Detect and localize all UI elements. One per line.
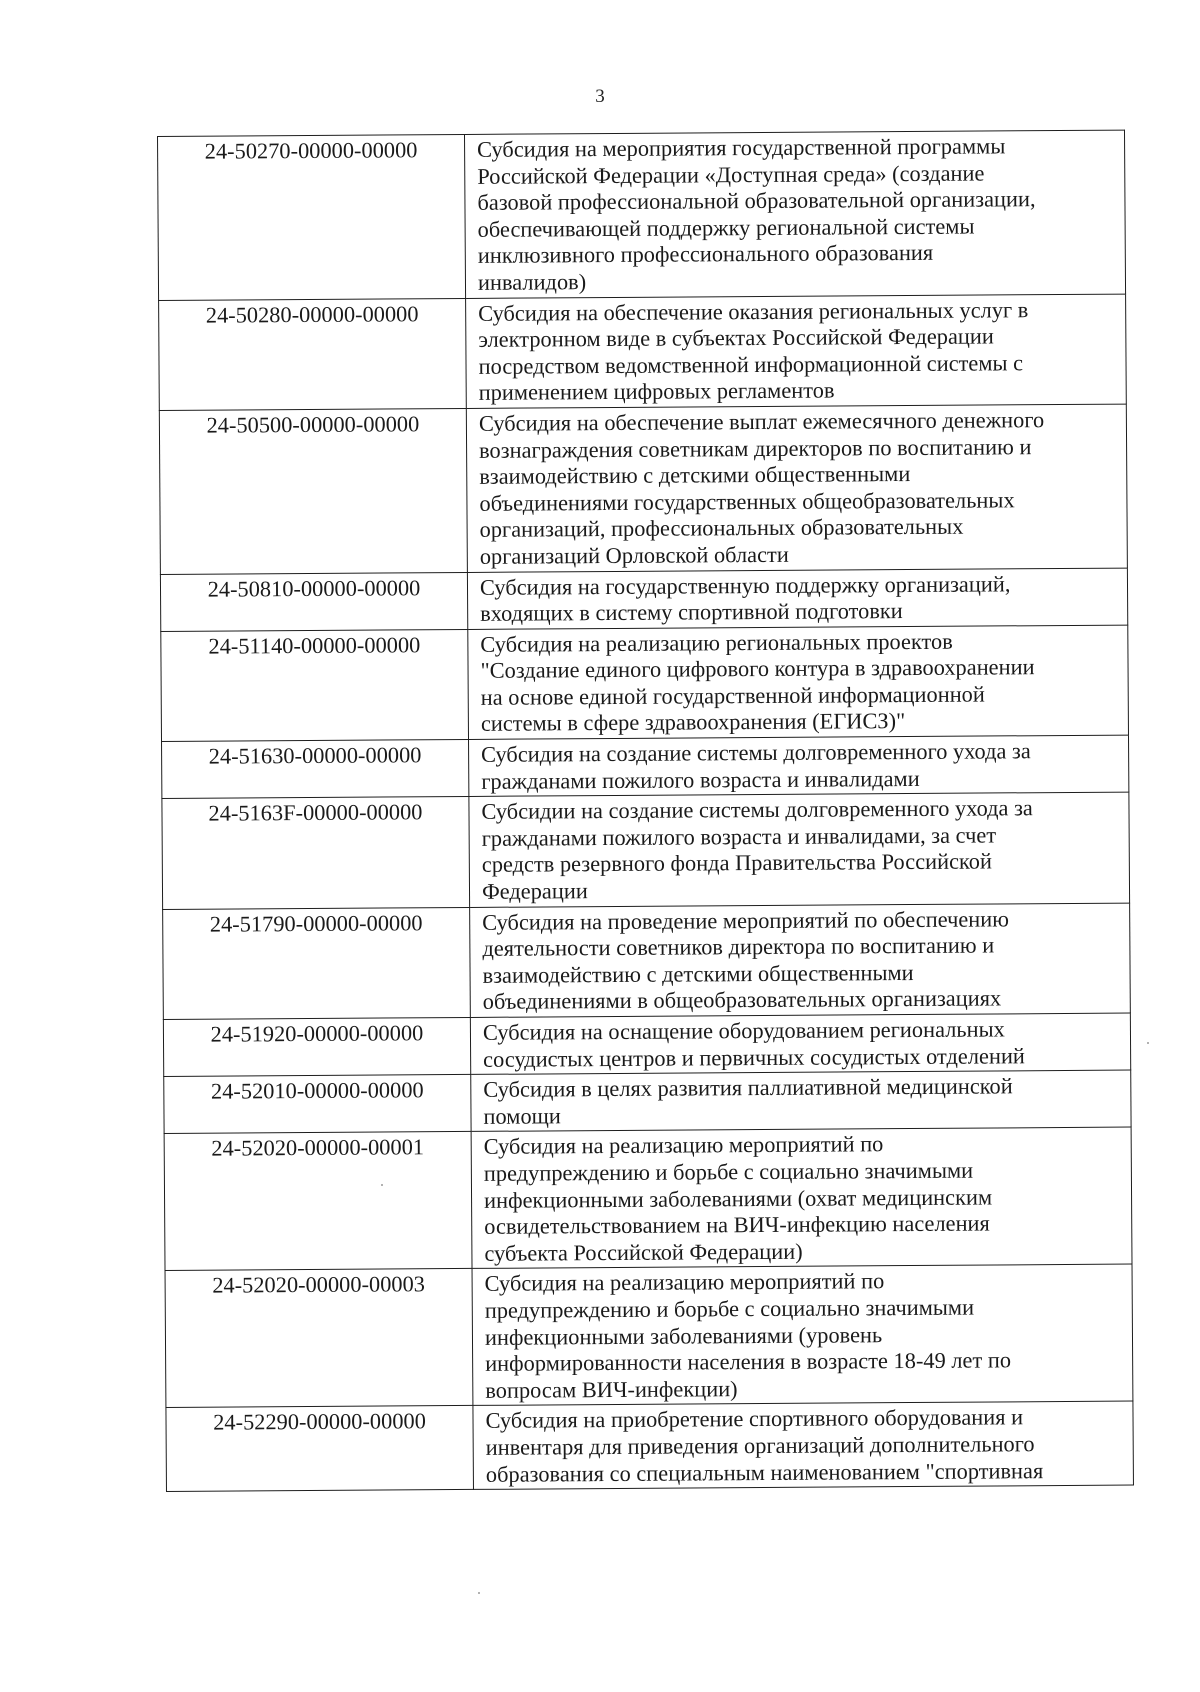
subsidy-description-cell (473, 1401, 1134, 1489)
description-line: гражданами пожилого возраста и инвалидами, за счет (481, 822, 997, 851)
subsidy-description-cell (470, 1013, 1130, 1075)
page-number: 3 (595, 86, 605, 107)
description-line: взаимодействию с детскими общественными (482, 959, 914, 988)
description-line: Субсидия на оснащение оборудованием региональных (482, 1016, 1005, 1045)
subsidy-code-cell: 24-50810-00000-00000 (160, 572, 467, 631)
subsidy-code-cell: 24-52290-00000-00000 (166, 1406, 474, 1492)
description-line: субъекта Российской Федерации) (484, 1238, 803, 1266)
table-row (165, 1264, 1133, 1407)
table-row (162, 735, 1129, 799)
subsidy-description-cell (466, 294, 1127, 409)
subsidy-description-cell (466, 404, 1127, 572)
description-line: Субсидия на создание системы долговременного ухода за (481, 738, 1031, 767)
description-line: объединениями государственных общеобразовательных (479, 487, 1015, 516)
description-line: инфекционными заболеваниями (охват медицинским (483, 1184, 993, 1213)
table-row (161, 625, 1129, 742)
description-line: информированности населения в возрасте 18-49 лет по (485, 1347, 1012, 1376)
description-line: образования со специальным наименованием "спортивная (485, 1457, 1044, 1487)
description-line: Субсидия на реализацию мероприятий по (484, 1268, 885, 1297)
description-line: средств резервного фонда Правительства Российской (481, 848, 992, 878)
subsidy-codes-table (157, 130, 1134, 1492)
description-line: входящих в систему спортивной подготовки (480, 598, 903, 626)
subsidy-description-cell (464, 130, 1125, 298)
subsidy-code-cell: 24-51630-00000-00000 (162, 740, 469, 799)
description-line: Субсидия на государственную поддержку организаций, (479, 570, 1011, 600)
subsidy-code-cell: 24-52020-00000-00001 (164, 1132, 472, 1271)
description-line: гражданами пожилого возраста и инвалидами (481, 765, 920, 794)
description-line: объединениями в общеобразовательных организациях (482, 985, 1002, 1015)
description-line: Субсидия на обеспечение оказания региональных услуг в (478, 296, 1029, 326)
subsidy-description-cell (469, 792, 1130, 907)
description-line: базовой профессиональной образовательной организации, (477, 186, 1036, 216)
subsidy-description-cell (470, 903, 1131, 1018)
description-line: освидетельствованием на ВИЧ-инфекцию населения (484, 1210, 990, 1240)
table-row (159, 294, 1127, 411)
table-row (159, 404, 1127, 574)
subsidy-description-cell (469, 735, 1129, 797)
subsidy-code-cell: 24-50280-00000-00000 (159, 298, 467, 410)
subsidy-code-cell: 24-52010-00000-00000 (164, 1075, 471, 1134)
description-line: Субсидия на приобретение спортивного оборудования и (485, 1404, 1024, 1434)
description-line: организаций Орловской области (479, 541, 789, 569)
description-line: вопросам ВИЧ-инфекции) (485, 1375, 738, 1403)
description-line: организаций, профессиональных образовательных (479, 513, 964, 543)
subsidy-code-cell: 24-52020-00000-00003 (165, 1269, 473, 1408)
description-line: "Создание единого цифрового контура в здравоохранении (480, 654, 1035, 684)
table-row (164, 1070, 1131, 1134)
description-line: вознаграждения советникам директоров по воспитанию и (479, 433, 1032, 463)
subsidy-code-cell: 24-50500-00000-00000 (159, 408, 467, 574)
table-row (166, 1401, 1134, 1491)
description-line: электронном виде в субъектах Российской Федерации (478, 323, 994, 353)
description-line: взаимодействию с детскими общественными (479, 461, 911, 489)
subsidy-description-cell (467, 568, 1127, 630)
description-line: деятельности советников директора по воспитанию и (482, 932, 995, 962)
description-line: применением цифровых регламентов (478, 377, 835, 406)
table-row (163, 1013, 1130, 1077)
description-line: Российской Федерации «Доступная среда» (создание (477, 160, 985, 189)
description-line: обеспечивающей поддержку региональной системы (477, 213, 975, 242)
description-line: Федерации (481, 878, 588, 904)
description-line: Субсидия в целях развития паллиативной медицинской (483, 1073, 1013, 1103)
scan-speck (1147, 1042, 1149, 1044)
description-line: инклюзивного профессионального образования (477, 240, 934, 269)
description-line: Субсидия на реализацию мероприятий по (483, 1131, 884, 1160)
table-body (158, 130, 1134, 1491)
subsidy-description-cell (471, 1127, 1132, 1268)
description-line: помощи (483, 1103, 561, 1129)
scan-speck (478, 1592, 480, 1594)
description-line: посредством ведомственной информационной системы с (478, 350, 1024, 379)
description-line: Субсидия на мероприятия государственной программы (477, 133, 1006, 162)
description-line: на основе единой государственной информационной (480, 681, 985, 710)
subsidy-description-cell (468, 625, 1129, 740)
table-row (164, 1127, 1132, 1270)
description-line: Субсидия на обеспечение выплат ежемесячного денежного (478, 407, 1045, 436)
subsidy-description-cell (472, 1264, 1133, 1405)
description-line: инвалидов) (477, 269, 587, 295)
table-row (160, 568, 1127, 632)
description-line: предупреждению и борьбе с социально значимыми (483, 1157, 974, 1186)
subsidy-code-cell: 24-5163F-00000-00000 (162, 797, 470, 909)
scan-speck (381, 1184, 383, 1186)
subsidy-code-cell: 24-50270-00000-00000 (158, 134, 466, 300)
description-line: предупреждению и борьбе с социально значимыми (484, 1294, 975, 1323)
table-row (158, 130, 1126, 300)
description-line: инфекционными заболеваниями (уровень (484, 1321, 883, 1350)
description-line: системы в сфере здравоохранения (ЕГИСЗ)" (480, 708, 906, 737)
subsidy-code-cell: 24-51790-00000-00000 (163, 907, 471, 1019)
subsidy-description-cell (471, 1070, 1131, 1132)
description-line: Субсидии на создание системы долговременного ухода за (481, 795, 1033, 825)
description-line: Субсидия на проведение мероприятий по обеспечению (482, 905, 1010, 935)
subsidy-code-cell: 24-51140-00000-00000 (161, 629, 469, 741)
description-line: инвентаря для приведения организаций дополнительного (485, 1431, 1035, 1460)
table-row (162, 792, 1130, 909)
table-row (163, 903, 1131, 1020)
subsidy-code-cell: 24-51920-00000-00000 (163, 1017, 470, 1076)
description-line: Субсидия на реализацию региональных проектов (480, 628, 953, 657)
description-line: сосудистых центров и первичных сосудистых отделений (483, 1042, 1025, 1072)
